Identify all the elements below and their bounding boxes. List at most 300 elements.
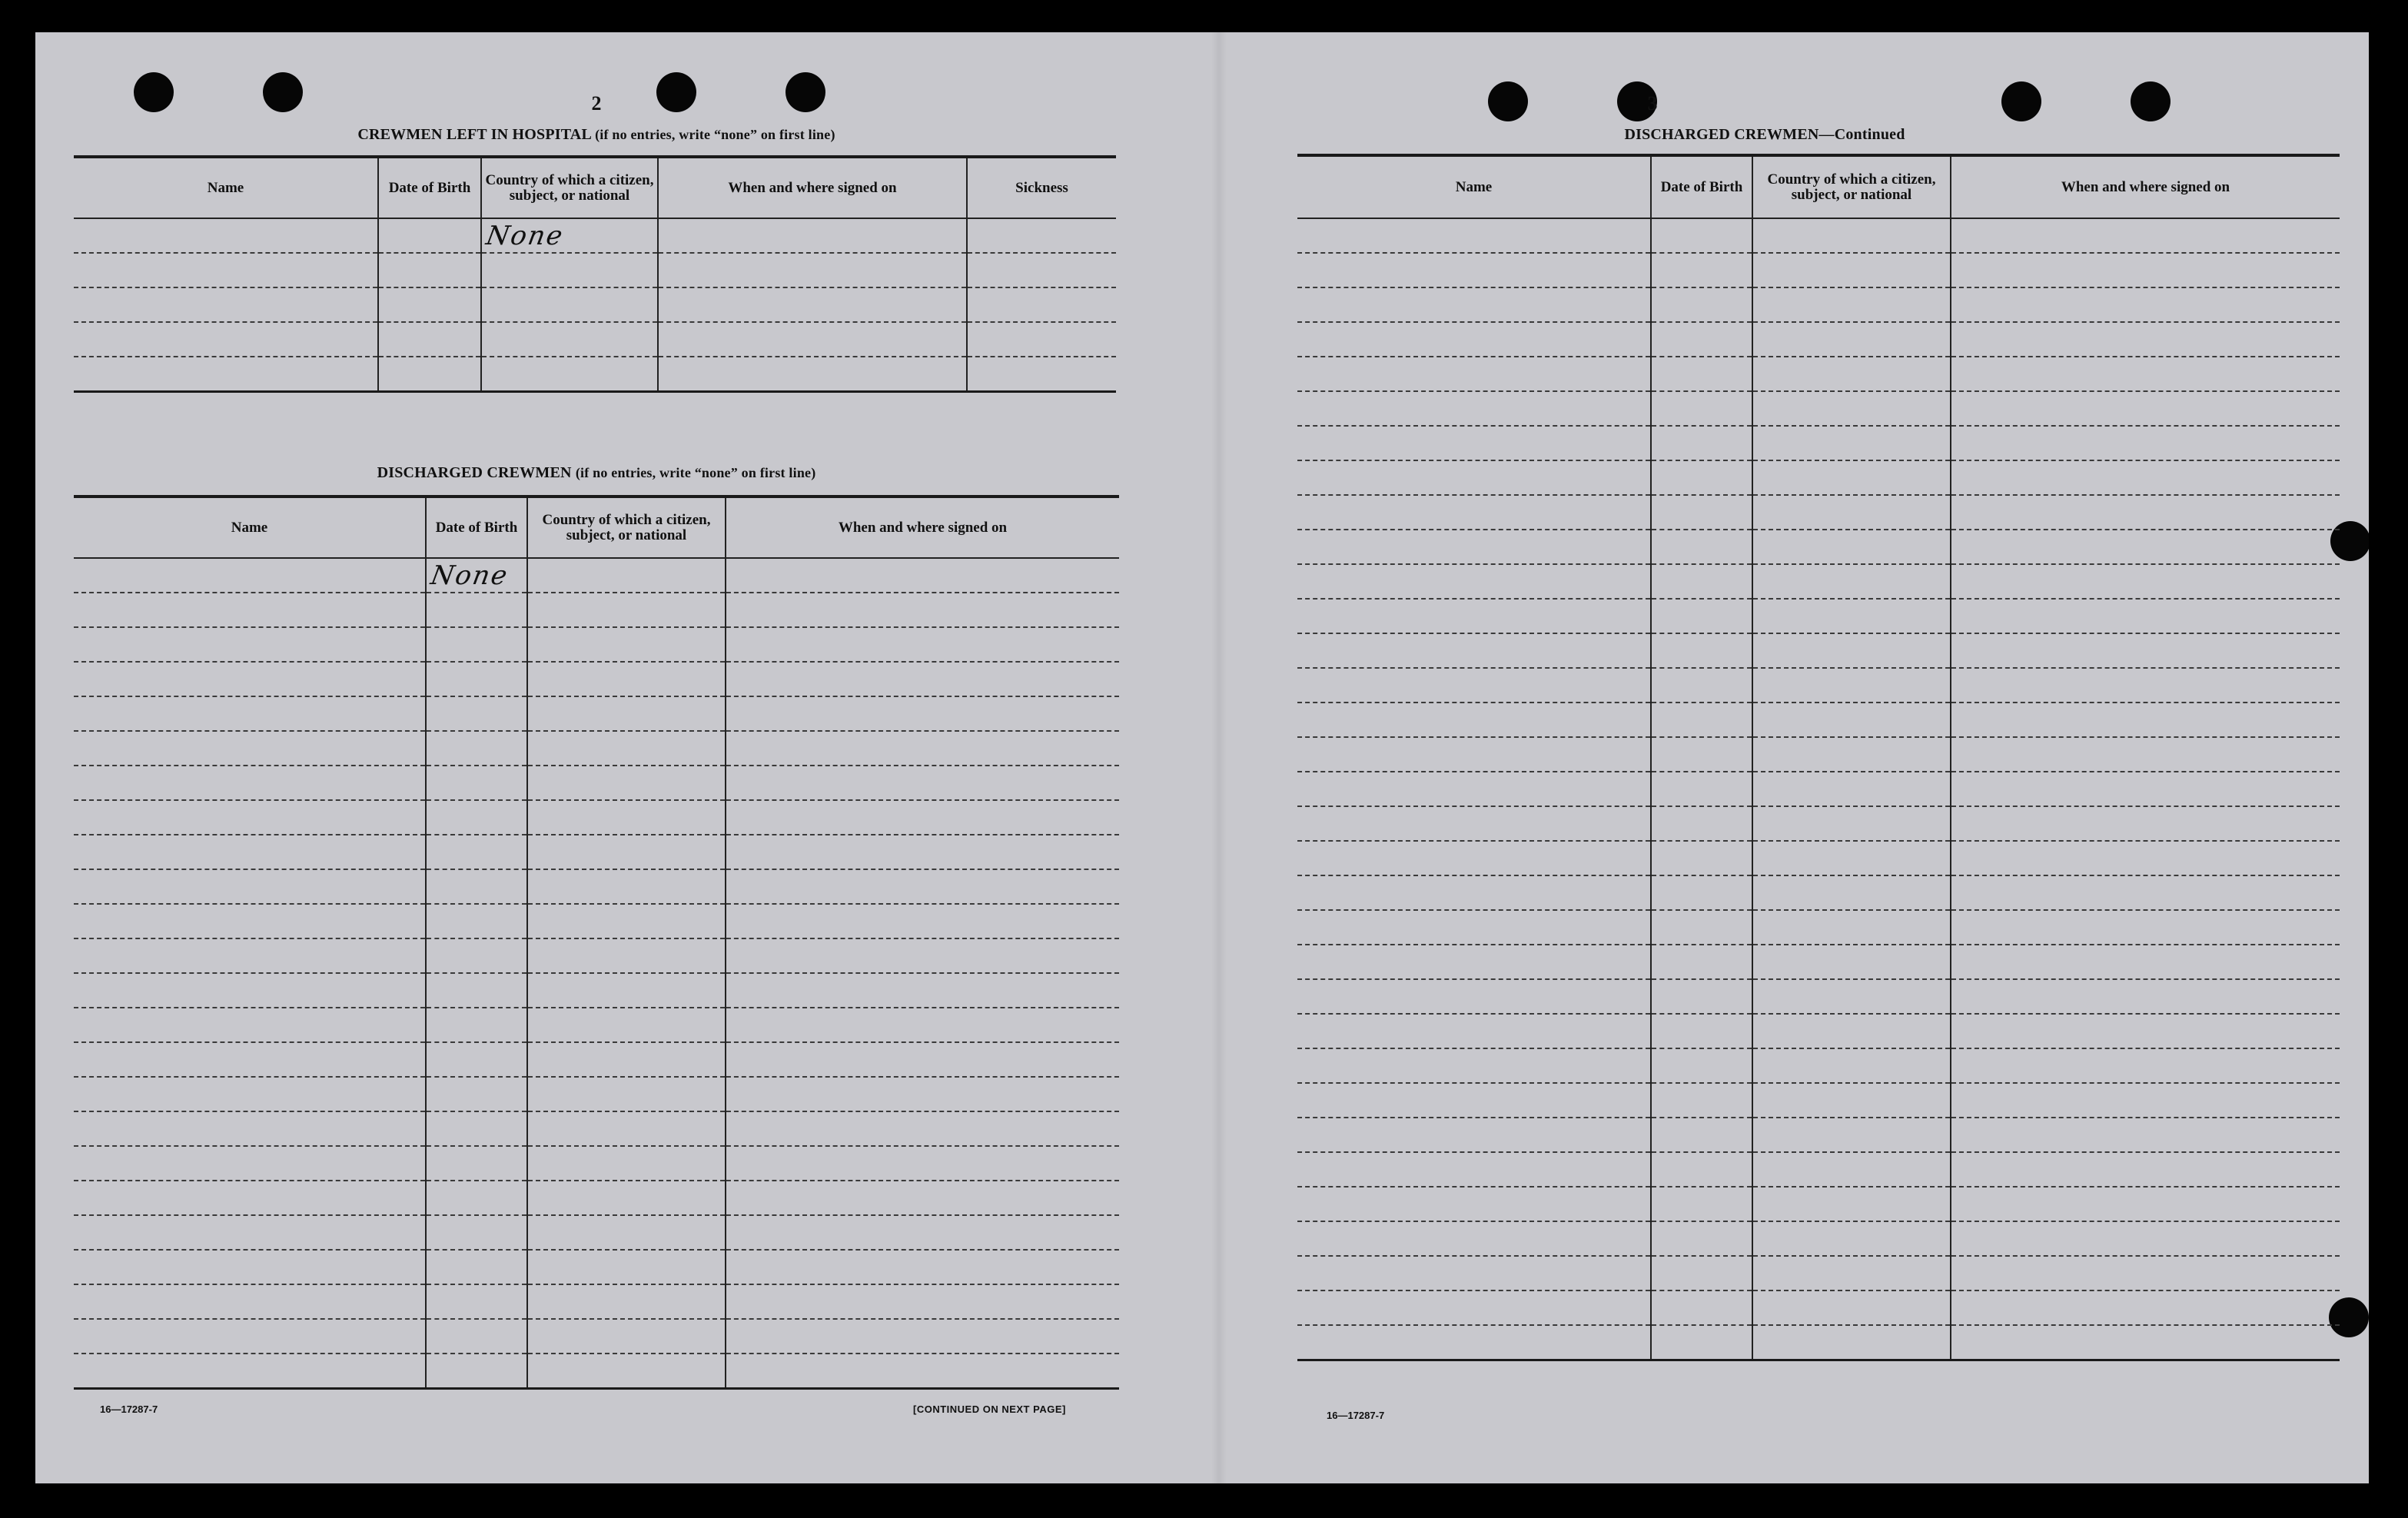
- signed-on-field[interactable]: [1951, 633, 2340, 668]
- country-field[interactable]: [1752, 772, 1951, 806]
- discharged-continued-title: DISCHARGED CREWMEN—Continued: [1624, 126, 1905, 143]
- signed-on-field[interactable]: [1951, 426, 2340, 460]
- signed-on-field[interactable]: [1951, 391, 2340, 426]
- date-of-birth-field[interactable]: [426, 1215, 527, 1250]
- country-field[interactable]: [527, 1284, 726, 1319]
- sickness-field[interactable]: [967, 253, 1116, 287]
- signed-on-field[interactable]: [1951, 357, 2340, 391]
- signed-on-field[interactable]: [1951, 668, 2340, 703]
- name-field[interactable]: [74, 766, 426, 800]
- signed-on-field[interactable]: [1951, 1083, 2340, 1118]
- country-field[interactable]: [527, 766, 726, 800]
- country-field[interactable]: [1752, 1187, 1951, 1221]
- name-field[interactable]: [1297, 322, 1651, 357]
- signed-on-field[interactable]: [726, 938, 1119, 973]
- signed-on-field[interactable]: [726, 835, 1119, 869]
- date-of-birth-field[interactable]: [1651, 772, 1752, 806]
- date-of-birth-field[interactable]: [1651, 1256, 1752, 1290]
- name-field[interactable]: [1297, 1048, 1651, 1083]
- country-field[interactable]: [527, 1008, 726, 1042]
- col-country: Country of which a citizen, subject, or national: [527, 497, 726, 558]
- date-of-birth-field[interactable]: [1651, 841, 1752, 875]
- signed-on-field[interactable]: [658, 357, 967, 391]
- country-field[interactable]: [527, 731, 726, 766]
- country-field[interactable]: [527, 1181, 726, 1215]
- col-country: Country of which a citizen, subject, or national: [1752, 155, 1951, 218]
- table-row: [74, 766, 1119, 800]
- table-row: [1297, 530, 2340, 564]
- date-of-birth-field[interactable]: [426, 1008, 527, 1042]
- country-field[interactable]: [527, 973, 726, 1008]
- date-of-birth-field[interactable]: [378, 357, 481, 391]
- signed-on-field[interactable]: [1951, 1325, 2340, 1360]
- signed-on-field[interactable]: [1951, 1221, 2340, 1256]
- date-of-birth-field[interactable]: [1651, 1325, 1752, 1360]
- signed-on-field[interactable]: [726, 1319, 1119, 1354]
- document-sheet: [35, 32, 2369, 1483]
- country-field[interactable]: [1752, 1152, 1951, 1187]
- country-field[interactable]: [527, 593, 726, 627]
- name-field[interactable]: [1297, 703, 1651, 737]
- country-field[interactable]: [1752, 945, 1951, 979]
- name-field[interactable]: [1297, 1118, 1651, 1152]
- name-field[interactable]: [74, 1319, 426, 1354]
- country-field[interactable]: [527, 558, 726, 593]
- date-of-birth-field[interactable]: [1651, 875, 1752, 910]
- country-field[interactable]: [1752, 599, 1951, 633]
- date-of-birth-field[interactable]: [1651, 1118, 1752, 1152]
- hospital-title-note: (if no entries, write “none” on first line): [595, 127, 835, 142]
- date-of-birth-field[interactable]: [1651, 218, 1752, 253]
- country-field[interactable]: [1752, 633, 1951, 668]
- date-of-birth-field[interactable]: [1651, 945, 1752, 979]
- sickness-field[interactable]: [967, 218, 1116, 253]
- country-field[interactable]: [1752, 668, 1951, 703]
- country-field[interactable]: [1752, 1014, 1951, 1048]
- country-field[interactable]: [1752, 391, 1951, 426]
- table-row: [74, 253, 1116, 287]
- date-of-birth-field[interactable]: [1651, 668, 1752, 703]
- country-field[interactable]: [1752, 564, 1951, 599]
- signed-on-field[interactable]: [1951, 564, 2340, 599]
- table-row: [74, 357, 1116, 391]
- name-field[interactable]: [1297, 945, 1651, 979]
- name-field[interactable]: [1297, 287, 1651, 322]
- table-row: [1297, 668, 2340, 703]
- country-field[interactable]: [1752, 287, 1951, 322]
- country-field[interactable]: [527, 696, 726, 731]
- date-of-birth-field[interactable]: [1651, 391, 1752, 426]
- date-of-birth-field[interactable]: [1651, 1221, 1752, 1256]
- discharged-continued-table: [1297, 154, 2340, 1361]
- country-field[interactable]: [1752, 530, 1951, 564]
- date-of-birth-field[interactable]: [1651, 495, 1752, 530]
- date-of-birth-field[interactable]: [426, 869, 527, 904]
- discharged-title-text: DISCHARGED CREWMEN: [377, 464, 572, 481]
- name-field[interactable]: [1297, 357, 1651, 391]
- signed-on-field[interactable]: [658, 322, 967, 357]
- date-of-birth-field[interactable]: [1651, 426, 1752, 460]
- sickness-field[interactable]: [967, 287, 1116, 322]
- date-of-birth-field[interactable]: [426, 1250, 527, 1284]
- country-field[interactable]: [1752, 322, 1951, 357]
- country-field[interactable]: [1752, 1290, 1951, 1325]
- signed-on-field[interactable]: [1951, 1256, 2340, 1290]
- name-field[interactable]: [74, 253, 378, 287]
- name-field[interactable]: [74, 593, 426, 627]
- date-of-birth-field[interactable]: [426, 558, 527, 593]
- country-field[interactable]: [527, 904, 726, 938]
- date-of-birth-field[interactable]: [426, 1319, 527, 1354]
- name-field[interactable]: [74, 904, 426, 938]
- name-field[interactable]: [74, 322, 378, 357]
- name-field[interactable]: [1297, 910, 1651, 945]
- name-field[interactable]: [1297, 1325, 1651, 1360]
- table-row: [74, 1111, 1119, 1146]
- signed-on-field[interactable]: [726, 1146, 1119, 1181]
- sickness-field[interactable]: [967, 322, 1116, 357]
- name-field[interactable]: [1297, 1014, 1651, 1048]
- date-of-birth-field[interactable]: [426, 800, 527, 835]
- signed-on-field[interactable]: [726, 1250, 1119, 1284]
- country-field[interactable]: [527, 1042, 726, 1077]
- date-of-birth-field[interactable]: [1651, 1048, 1752, 1083]
- name-field[interactable]: [1297, 1152, 1651, 1187]
- page-fold: [1211, 32, 1227, 1483]
- date-of-birth-field[interactable]: [378, 322, 481, 357]
- name-field[interactable]: [74, 627, 426, 662]
- signed-on-field[interactable]: [658, 253, 967, 287]
- signed-on-field[interactable]: [726, 1181, 1119, 1215]
- signed-on-field[interactable]: [1951, 1118, 2340, 1152]
- country-field[interactable]: [1752, 1256, 1951, 1290]
- table-row: [1297, 1048, 2340, 1083]
- name-field[interactable]: [74, 869, 426, 904]
- signed-on-field[interactable]: [658, 218, 967, 253]
- name-field[interactable]: [1297, 737, 1651, 772]
- name-field[interactable]: [1297, 633, 1651, 668]
- country-field[interactable]: [527, 800, 726, 835]
- country-field[interactable]: [527, 1354, 726, 1388]
- country-field[interactable]: [1752, 1325, 1951, 1360]
- signed-on-field[interactable]: [726, 1354, 1119, 1388]
- name-field[interactable]: [1297, 564, 1651, 599]
- signed-on-field[interactable]: [726, 1284, 1119, 1319]
- date-of-birth-field[interactable]: [1651, 322, 1752, 357]
- country-field[interactable]: [1752, 495, 1951, 530]
- name-field[interactable]: [1297, 426, 1651, 460]
- signed-on-field[interactable]: [1951, 495, 2340, 530]
- country-field[interactable]: [1752, 1221, 1951, 1256]
- name-field[interactable]: [1297, 1221, 1651, 1256]
- country-field[interactable]: [1752, 426, 1951, 460]
- signed-on-field[interactable]: [726, 1008, 1119, 1042]
- country-field[interactable]: [527, 1111, 726, 1146]
- col-date-of-birth: Date of Birth: [378, 157, 481, 218]
- name-field[interactable]: [1297, 1290, 1651, 1325]
- signed-on-field[interactable]: [1951, 1014, 2340, 1048]
- page-number: 2: [591, 92, 602, 115]
- name-field[interactable]: [1297, 391, 1651, 426]
- country-field[interactable]: [1752, 218, 1951, 253]
- name-field[interactable]: [1297, 841, 1651, 875]
- name-field[interactable]: [74, 696, 426, 731]
- country-field[interactable]: [481, 357, 658, 391]
- hospital-table: [74, 155, 1116, 393]
- name-field[interactable]: [74, 1146, 426, 1181]
- date-of-birth-field[interactable]: [1651, 806, 1752, 841]
- country-field[interactable]: [1752, 1118, 1951, 1152]
- date-of-birth-field[interactable]: [1651, 1152, 1752, 1187]
- signed-on-field[interactable]: [1951, 287, 2340, 322]
- name-field[interactable]: [1297, 668, 1651, 703]
- col-country: Country of which a citizen, subject, or national: [481, 157, 658, 218]
- date-of-birth-field[interactable]: [1651, 287, 1752, 322]
- signed-on-field[interactable]: [726, 869, 1119, 904]
- signed-on-field[interactable]: [726, 1042, 1119, 1077]
- country-field[interactable]: [527, 835, 726, 869]
- country-field[interactable]: [1752, 737, 1951, 772]
- date-of-birth-field[interactable]: [426, 1077, 527, 1111]
- name-field[interactable]: [74, 357, 378, 391]
- country-field[interactable]: [1752, 253, 1951, 287]
- date-of-birth-field[interactable]: [426, 1146, 527, 1181]
- date-of-birth-field[interactable]: [1651, 703, 1752, 737]
- table-row: [1297, 737, 2340, 772]
- date-of-birth-field[interactable]: [378, 253, 481, 287]
- signed-on-field[interactable]: [1951, 772, 2340, 806]
- country-field[interactable]: [1752, 1048, 1951, 1083]
- signed-on-field[interactable]: [726, 696, 1119, 731]
- signed-on-field[interactable]: [726, 1215, 1119, 1250]
- col-name: Name: [74, 497, 426, 558]
- country-field[interactable]: [1752, 1083, 1951, 1118]
- punch-hole-icon: [263, 72, 303, 112]
- country-field[interactable]: [1752, 460, 1951, 495]
- signed-on-field[interactable]: [1951, 1048, 2340, 1083]
- date-of-birth-field[interactable]: [1651, 737, 1752, 772]
- signed-on-field[interactable]: [726, 627, 1119, 662]
- name-field[interactable]: [74, 835, 426, 869]
- date-of-birth-field[interactable]: [1651, 633, 1752, 668]
- name-field[interactable]: [1297, 1083, 1651, 1118]
- signed-on-field[interactable]: [1951, 322, 2340, 357]
- table-row: [1297, 1014, 2340, 1048]
- name-field[interactable]: [1297, 1187, 1651, 1221]
- date-of-birth-field[interactable]: [378, 218, 481, 253]
- discharged-section-title: [74, 464, 1119, 482]
- signed-on-field[interactable]: [1951, 1152, 2340, 1187]
- country-field[interactable]: [1752, 703, 1951, 737]
- date-of-birth-field[interactable]: [1651, 1014, 1752, 1048]
- date-of-birth-field[interactable]: [426, 1111, 527, 1146]
- punch-hole-icon: [786, 72, 825, 112]
- country-field[interactable]: [527, 662, 726, 696]
- date-of-birth-field[interactable]: [1651, 253, 1752, 287]
- table-row: [74, 322, 1116, 357]
- hospital-title-text: CREWMEN LEFT IN HOSPITAL: [357, 126, 591, 143]
- date-of-birth-field[interactable]: [1651, 564, 1752, 599]
- name-field[interactable]: [74, 1077, 426, 1111]
- date-of-birth-field[interactable]: [1651, 460, 1752, 495]
- signed-on-field[interactable]: [1951, 841, 2340, 875]
- continued-note: [CONTINUED ON NEXT PAGE]: [913, 1403, 1066, 1415]
- name-field[interactable]: [74, 662, 426, 696]
- signed-on-field[interactable]: [726, 800, 1119, 835]
- name-field[interactable]: [1297, 599, 1651, 633]
- signed-on-field[interactable]: [1951, 875, 2340, 910]
- name-field[interactable]: [1297, 875, 1651, 910]
- country-field[interactable]: [527, 1215, 726, 1250]
- name-field[interactable]: [74, 558, 426, 593]
- sickness-field[interactable]: [967, 357, 1116, 391]
- signed-on-field[interactable]: [1951, 806, 2340, 841]
- country-field[interactable]: [527, 1250, 726, 1284]
- date-of-birth-field[interactable]: [1651, 357, 1752, 391]
- date-of-birth-field[interactable]: [426, 593, 527, 627]
- name-field[interactable]: [74, 1181, 426, 1215]
- table-row: [74, 696, 1119, 731]
- name-field[interactable]: [74, 1284, 426, 1319]
- name-field[interactable]: [1297, 495, 1651, 530]
- handwritten-none: None: [483, 221, 566, 251]
- country-field[interactable]: [481, 322, 658, 357]
- date-of-birth-field[interactable]: [426, 938, 527, 973]
- date-of-birth-field[interactable]: [426, 627, 527, 662]
- name-field[interactable]: [74, 287, 378, 322]
- col-date-of-birth: Date of Birth: [426, 497, 527, 558]
- name-field[interactable]: [1297, 772, 1651, 806]
- table-row: [74, 287, 1116, 322]
- name-field[interactable]: [1297, 530, 1651, 564]
- signed-on-field[interactable]: [658, 287, 967, 322]
- signed-on-field[interactable]: [1951, 218, 2340, 253]
- name-field[interactable]: [74, 1111, 426, 1146]
- table-row: [74, 1215, 1119, 1250]
- name-field[interactable]: [74, 1250, 426, 1284]
- signed-on-field[interactable]: [1951, 530, 2340, 564]
- signed-on-field[interactable]: [1951, 1290, 2340, 1325]
- name-field[interactable]: [74, 218, 378, 253]
- date-of-birth-field[interactable]: [1651, 910, 1752, 945]
- table-row: [74, 973, 1119, 1008]
- table-row: [1297, 1290, 2340, 1325]
- name-field[interactable]: [1297, 1256, 1651, 1290]
- signed-on-field[interactable]: [1951, 945, 2340, 979]
- signed-on-field[interactable]: [726, 766, 1119, 800]
- country-field[interactable]: [527, 1146, 726, 1181]
- name-field[interactable]: [1297, 218, 1651, 253]
- date-of-birth-field[interactable]: [426, 973, 527, 1008]
- name-field[interactable]: [74, 938, 426, 973]
- country-field[interactable]: [481, 287, 658, 322]
- signed-on-field[interactable]: [726, 558, 1119, 593]
- signed-on-field[interactable]: [726, 662, 1119, 696]
- country-field[interactable]: [1752, 357, 1951, 391]
- country-field[interactable]: [1752, 910, 1951, 945]
- table-row: [1297, 875, 2340, 910]
- date-of-birth-field[interactable]: [426, 1354, 527, 1388]
- date-of-birth-field[interactable]: [426, 696, 527, 731]
- signed-on-field[interactable]: [1951, 599, 2340, 633]
- date-of-birth-field[interactable]: [426, 904, 527, 938]
- date-of-birth-field[interactable]: [1651, 979, 1752, 1014]
- date-of-birth-field[interactable]: [426, 835, 527, 869]
- date-of-birth-field[interactable]: [426, 662, 527, 696]
- country-field[interactable]: [1752, 979, 1951, 1014]
- discharged-table: [74, 495, 1119, 1390]
- country-field[interactable]: [527, 869, 726, 904]
- signed-on-field[interactable]: [726, 1077, 1119, 1111]
- name-field[interactable]: [74, 1354, 426, 1388]
- date-of-birth-field[interactable]: [426, 1284, 527, 1319]
- col-when-where-signed: When and where signed on: [658, 157, 967, 218]
- country-field[interactable]: [481, 218, 658, 253]
- signed-on-field[interactable]: [1951, 703, 2340, 737]
- signed-on-field[interactable]: [1951, 1187, 2340, 1221]
- signed-on-field[interactable]: [1951, 253, 2340, 287]
- name-field[interactable]: [74, 973, 426, 1008]
- country-field[interactable]: [527, 1319, 726, 1354]
- country-field[interactable]: [1752, 875, 1951, 910]
- name-field[interactable]: [74, 1042, 426, 1077]
- country-field[interactable]: [527, 627, 726, 662]
- name-field[interactable]: [1297, 979, 1651, 1014]
- name-field[interactable]: [74, 731, 426, 766]
- date-of-birth-field[interactable]: [1651, 1083, 1752, 1118]
- table-row: [1297, 1083, 2340, 1118]
- table-row: [1297, 1152, 2340, 1187]
- signed-on-field[interactable]: [726, 731, 1119, 766]
- table-row: [1297, 253, 2340, 287]
- name-field[interactable]: [1297, 253, 1651, 287]
- name-field[interactable]: [74, 1215, 426, 1250]
- table-row: [74, 731, 1119, 766]
- date-of-birth-field[interactable]: [426, 731, 527, 766]
- name-field[interactable]: [74, 800, 426, 835]
- table-row: [74, 1008, 1119, 1042]
- signed-on-field[interactable]: [1951, 979, 2340, 1014]
- name-field[interactable]: [1297, 806, 1651, 841]
- signed-on-field[interactable]: [726, 1111, 1119, 1146]
- date-of-birth-field[interactable]: [426, 766, 527, 800]
- country-field[interactable]: [527, 1077, 726, 1111]
- signed-on-field[interactable]: [1951, 460, 2340, 495]
- name-field[interactable]: [1297, 460, 1651, 495]
- date-of-birth-field[interactable]: [1651, 530, 1752, 564]
- table-row: [74, 558, 1119, 593]
- name-field[interactable]: [74, 1008, 426, 1042]
- table-row: [74, 1284, 1119, 1319]
- country-field[interactable]: [1752, 841, 1951, 875]
- date-of-birth-field[interactable]: [1651, 599, 1752, 633]
- signed-on-field[interactable]: [1951, 910, 2340, 945]
- form-number: 16—17287-7: [100, 1403, 158, 1415]
- date-of-birth-field[interactable]: [378, 287, 481, 322]
- country-field[interactable]: [1752, 806, 1951, 841]
- date-of-birth-field[interactable]: [1651, 1187, 1752, 1221]
- signed-on-field[interactable]: [726, 973, 1119, 1008]
- date-of-birth-field[interactable]: [426, 1181, 527, 1215]
- date-of-birth-field[interactable]: [1651, 1290, 1752, 1325]
- signed-on-field[interactable]: [726, 593, 1119, 627]
- date-of-birth-field[interactable]: [426, 1042, 527, 1077]
- country-field[interactable]: [481, 253, 658, 287]
- signed-on-field[interactable]: [1951, 737, 2340, 772]
- country-field[interactable]: [527, 938, 726, 973]
- signed-on-field[interactable]: [726, 904, 1119, 938]
- col-sickness: Sickness: [967, 157, 1116, 218]
